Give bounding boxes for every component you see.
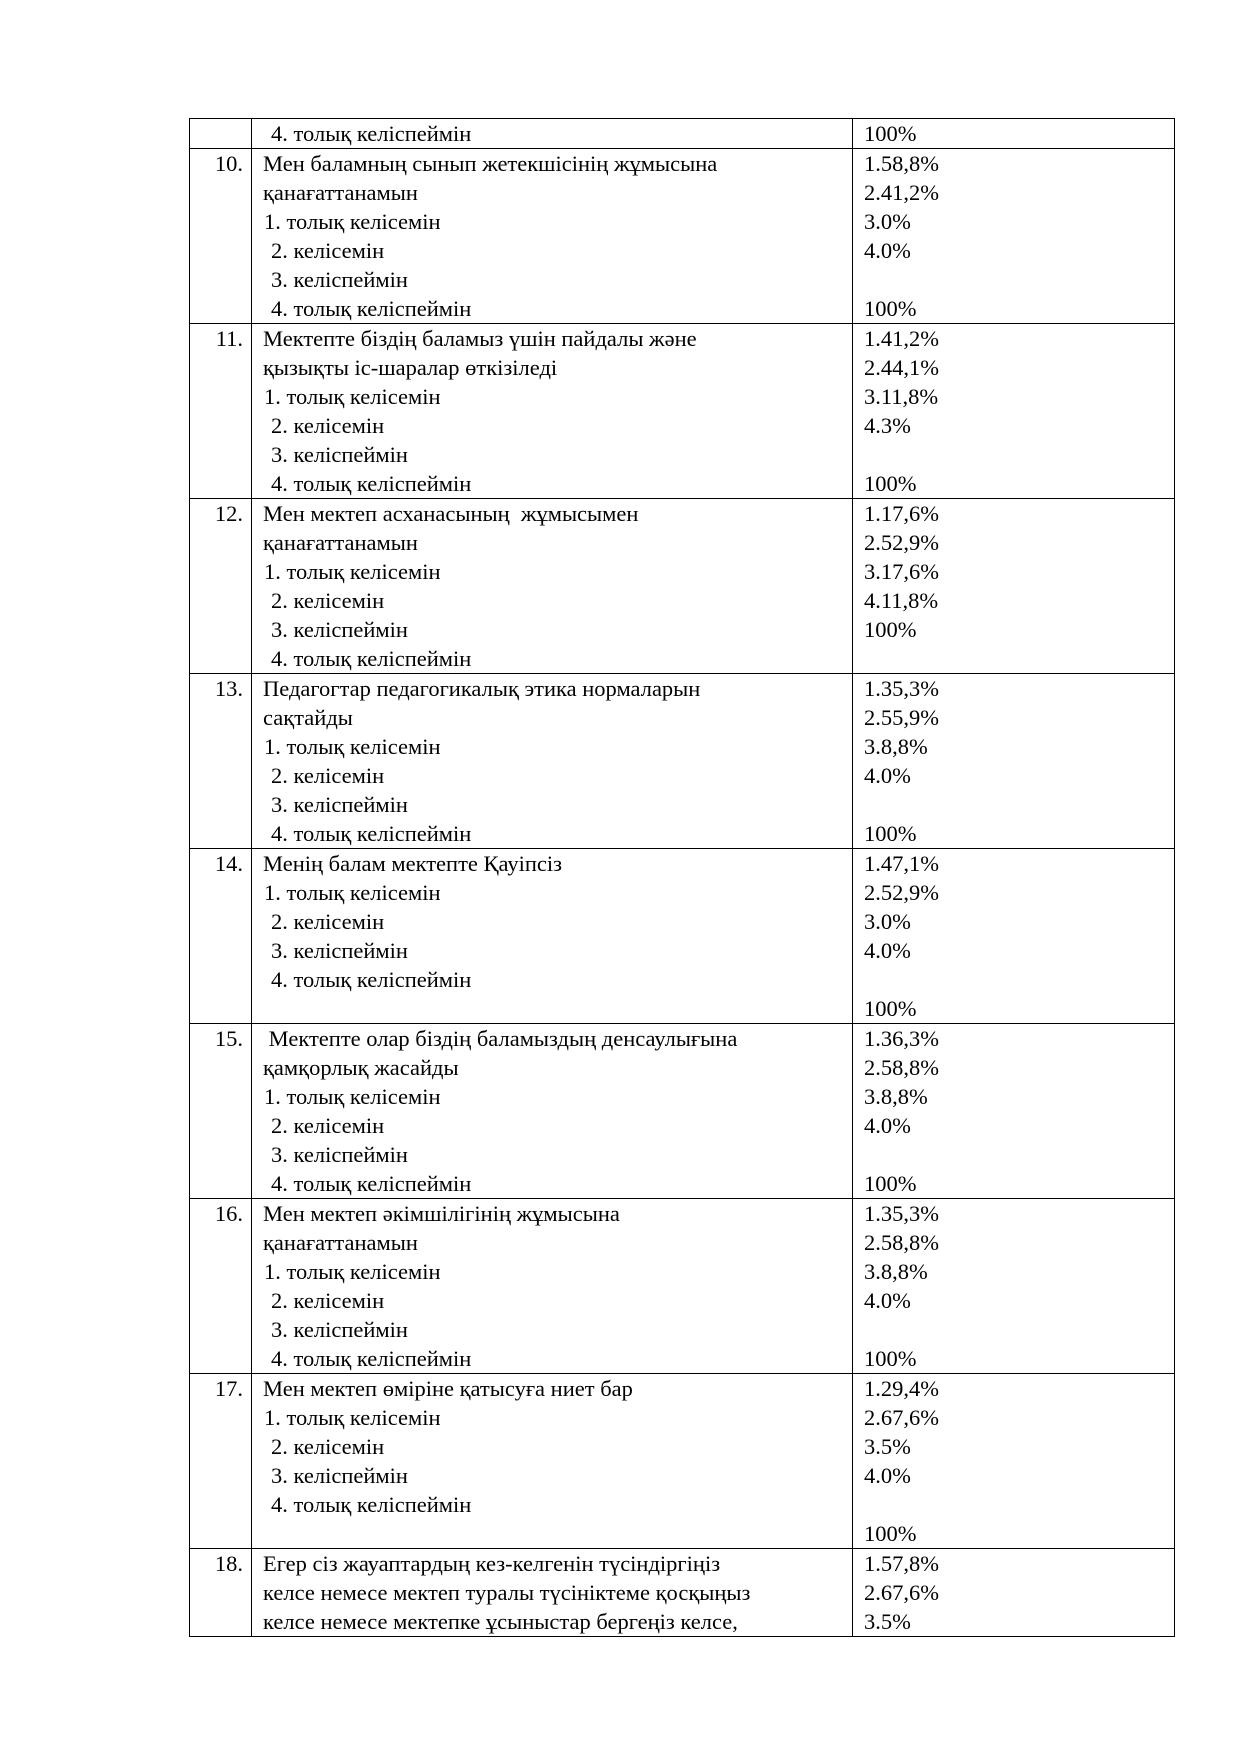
result-blank — [864, 1315, 1174, 1344]
total: 100% — [864, 1346, 917, 1371]
table-row — [190, 1199, 1175, 1374]
result-3: 3.11,8% — [864, 384, 939, 409]
question-cell — [252, 149, 853, 324]
question-text: Мектепте олар біздің баламыздың денсаулығына — [263, 1026, 738, 1051]
result-2: 2.52,9% — [864, 880, 939, 905]
total: 100% — [864, 121, 917, 146]
question-text: сақтайды — [263, 705, 353, 730]
option-1: 1. толық келісемін — [264, 209, 441, 234]
option-4: 4. толық келіспеймін — [271, 967, 472, 992]
result-4: 4.0% — [864, 1288, 911, 1313]
table-row — [190, 849, 1175, 1024]
option-4: 4. толық келіспеймін — [271, 646, 472, 671]
option-3: 3. келіспеймін — [271, 442, 408, 467]
table-row — [190, 1024, 1175, 1199]
table-body — [190, 119, 1175, 1637]
survey-results-table — [189, 118, 1175, 1637]
total: 100% — [864, 296, 917, 321]
result-3: 3.0% — [864, 209, 911, 234]
question-cell — [252, 674, 853, 849]
option-2: 2. келісемін — [271, 909, 385, 934]
option-3: 3. келіспеймін — [271, 617, 408, 642]
row-number: 11. — [190, 324, 252, 499]
result-2: 2.44,1% — [864, 355, 939, 380]
question-text: Мен мектеп асханасының жұмысымен — [263, 501, 639, 526]
result-1: 1.35,3% — [864, 1201, 939, 1226]
question-text: қанағаттанамын — [263, 530, 418, 555]
result-3: 3.5% — [864, 1609, 911, 1634]
question-text: келсе немесе мектеп туралы түсініктеме қосқыңыз — [263, 1580, 751, 1605]
result-2: 2.67,6% — [864, 1580, 939, 1605]
result-1: 1.58,8% — [864, 151, 939, 176]
row-number: 10. — [190, 149, 252, 324]
result-blank — [864, 790, 1174, 819]
result-4: 4.0% — [864, 1463, 911, 1488]
option-2: 2. келісемін — [271, 1434, 385, 1459]
option-3: 3. келіспеймін — [271, 792, 408, 817]
row-number: 17. — [190, 1374, 252, 1549]
total: 100% — [864, 617, 917, 642]
result-4: 4.0% — [864, 938, 911, 963]
question-text: Мен мектеп әкімшілігінің жұмысына — [263, 1201, 620, 1226]
result-1: 1.29,4% — [864, 1376, 939, 1401]
row-number: 12. — [190, 499, 252, 674]
result-4: 4.0% — [864, 238, 911, 263]
total: 100% — [864, 471, 917, 496]
result-blank — [864, 440, 1174, 469]
option-2: 2. келісемін — [271, 763, 385, 788]
result-4: 4.3% — [864, 413, 911, 438]
row-number: 14. — [190, 849, 252, 1024]
result-3: 3.17,6% — [864, 559, 939, 584]
question-text: келсе немесе мектепке ұсыныстар бергеңіз келсе, — [263, 1609, 738, 1634]
result-blank — [864, 265, 1174, 294]
question-cell — [252, 1024, 853, 1199]
option-1: 1. толық келісемін — [264, 1405, 441, 1430]
row-number: 16. — [190, 1199, 252, 1374]
result-2: 2.67,6% — [864, 1405, 939, 1430]
option-3: 3. келіспеймін — [271, 1142, 408, 1167]
result-1: 1.17,6% — [864, 501, 939, 526]
table-row — [190, 1549, 1175, 1637]
question-cell — [252, 1199, 853, 1374]
question-text: Менің балам мектепте Қауіпсіз — [263, 851, 563, 876]
result-blank — [864, 1140, 1174, 1169]
table-row — [190, 674, 1175, 849]
question-text: Мектепте біздің баламыз үшін пайдалы және — [263, 326, 697, 351]
result-2: 2.55,9% — [864, 705, 939, 730]
question-text: қызықты іс-шаралар өткізіледі — [263, 355, 558, 380]
option-1: 1. толық келісемін — [264, 559, 441, 584]
option-4: 4. толық келіспеймін — [271, 1492, 472, 1517]
results-cell — [853, 1199, 1175, 1374]
results-cell — [853, 1549, 1175, 1637]
result-2: 2.58,8% — [864, 1230, 939, 1255]
question-cell — [252, 1374, 853, 1549]
table-row — [190, 149, 1175, 324]
result-1: 1.57,8% — [864, 1551, 939, 1576]
total: 100% — [864, 1171, 917, 1196]
option-1: 1. толық келісемін — [264, 1084, 441, 1109]
result-4: 4.11,8% — [864, 588, 939, 613]
option-1: 1. толық келісемін — [264, 880, 441, 905]
option-2: 2. келісемін — [271, 413, 385, 438]
results-cell — [853, 849, 1175, 1024]
result-2: 2.41,2% — [864, 180, 939, 205]
result-3: 3.8,8% — [864, 1259, 928, 1284]
results-cell — [853, 499, 1175, 674]
result-3: 3.8,8% — [864, 734, 928, 759]
results-cell — [853, 119, 1175, 149]
option-1: 1. толық келісемін — [264, 1259, 441, 1284]
table-row — [190, 119, 1175, 149]
option-3: 3. келіспеймін — [271, 938, 408, 963]
result-3: 3.5% — [864, 1434, 911, 1459]
option-3: 3. келіспеймін — [271, 267, 408, 292]
option-4: 4. толық келіспеймін — [271, 296, 472, 321]
option-2: 2. келісемін — [271, 238, 385, 263]
result-3: 3.0% — [864, 909, 911, 934]
option-1: 1. толық келісемін — [264, 734, 441, 759]
result-4: 4.0% — [864, 1113, 911, 1138]
question-cell — [252, 1549, 853, 1637]
question-text: қамқорлық жасайды — [263, 1055, 459, 1080]
row-number: 18. — [190, 1549, 252, 1637]
question-text: қанағаттанамын — [263, 180, 418, 205]
question-text: Мен мектеп өміріне қатысуға ниет бар — [263, 1376, 633, 1401]
total: 100% — [864, 1521, 917, 1546]
row-number: 15. — [190, 1024, 252, 1199]
total: 100% — [864, 821, 917, 846]
question-cell — [252, 324, 853, 499]
result-blank — [864, 1490, 1174, 1519]
table-row — [190, 1374, 1175, 1549]
option-4: 4. толық келіспеймін — [271, 1171, 472, 1196]
result-1: 1.36,3% — [864, 1026, 939, 1051]
result-2: 2.52,9% — [864, 530, 939, 555]
row-number: 13. — [190, 674, 252, 849]
results-cell — [853, 324, 1175, 499]
question-text: Мен баламның сынып жетекшісінің жұмысына — [263, 151, 718, 176]
option-4: 4. толық келіспеймін — [271, 471, 472, 496]
option-4: 4. толық келіспеймін — [271, 821, 472, 846]
result-1: 1.41,2% — [864, 326, 939, 351]
results-cell — [853, 674, 1175, 849]
question-cell — [252, 119, 853, 149]
row-number — [190, 119, 252, 149]
results-cell — [853, 1024, 1175, 1199]
results-cell — [853, 149, 1175, 324]
result-blank — [864, 965, 1174, 994]
option-4: 4. толық келіспеймін — [271, 1346, 472, 1371]
result-1: 1.35,3% — [864, 676, 939, 701]
result-4: 4.0% — [864, 763, 911, 788]
result-3: 3.8,8% — [864, 1084, 928, 1109]
total: 100% — [864, 996, 917, 1021]
option-2: 2. келісемін — [271, 1113, 385, 1138]
table-row — [190, 499, 1175, 674]
option-3: 3. келіспеймін — [271, 1463, 408, 1488]
option-1: 1. толық келісемін — [264, 384, 441, 409]
results-cell — [853, 1374, 1175, 1549]
question-text: Педагогтар педагогикалық этика нормаларын — [263, 676, 701, 701]
result-2: 2.58,8% — [864, 1055, 939, 1080]
question-text: қанағаттанамын — [263, 1230, 418, 1255]
question-cell — [252, 849, 853, 1024]
question-text: Егер сіз жауаптардың кез-келгенін түсіндіргіңіз — [263, 1551, 721, 1576]
option-2: 2. келісемін — [271, 1288, 385, 1313]
option-3: 3. келіспеймін — [271, 1317, 408, 1342]
table-row — [190, 324, 1175, 499]
result-blank — [864, 644, 1174, 673]
result-1: 1.47,1% — [864, 851, 939, 876]
question-cell — [252, 499, 853, 674]
option-4: 4. толық келіспеймін — [271, 121, 472, 146]
option-2: 2. келісемін — [271, 588, 385, 613]
